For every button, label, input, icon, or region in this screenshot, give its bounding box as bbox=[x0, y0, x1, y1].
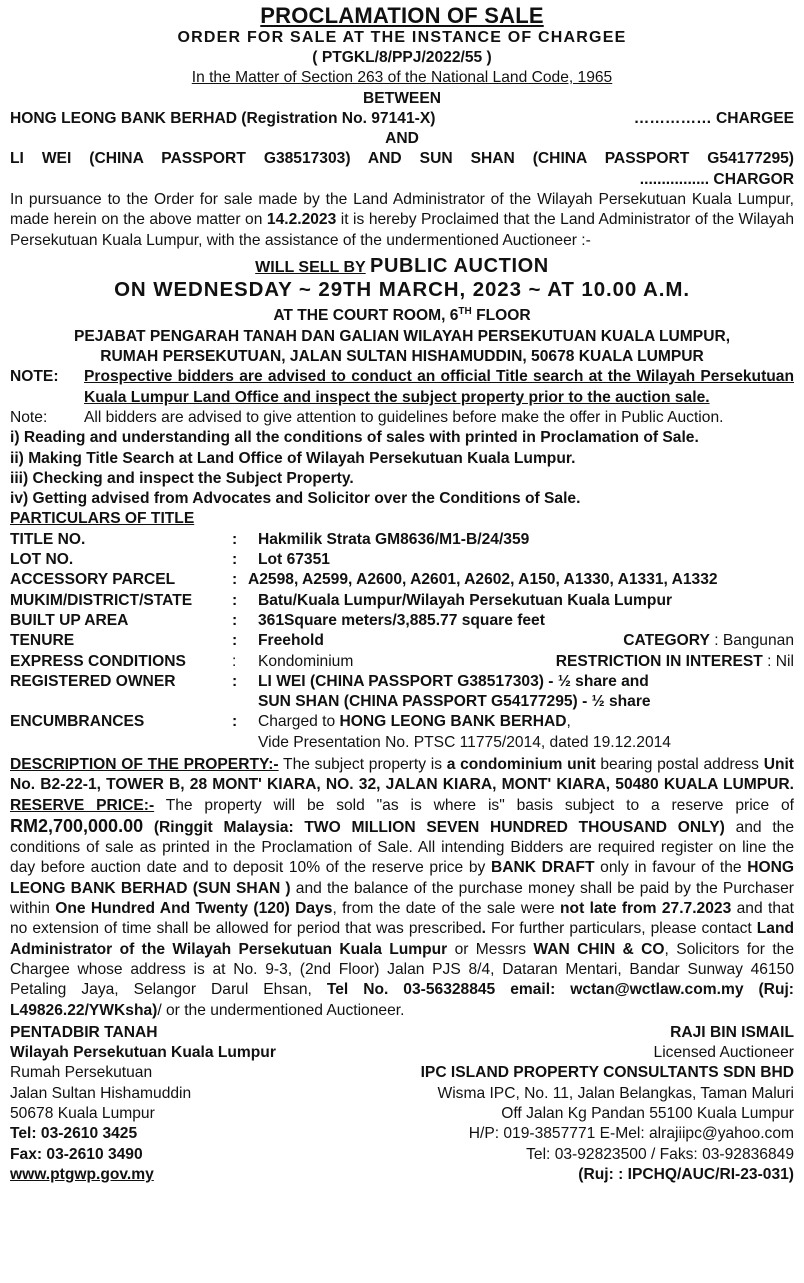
colon: : bbox=[232, 591, 238, 609]
admin-fax: Fax: 03-2610 3490 bbox=[10, 1145, 143, 1163]
admin-address-1: Rumah Persekutuan bbox=[10, 1064, 153, 1082]
category-value: Bangunan bbox=[722, 632, 794, 650]
accessory-value: A2598, A2599, A2600, A2601, A2602, A150, A1330, A1331, A1332 bbox=[248, 571, 718, 589]
reserve-price: RM2,700,000.00 bbox=[10, 815, 144, 836]
desc-text: bearing postal address bbox=[595, 755, 764, 773]
owner-value-2: SUN SHAN (CHINA PASSPORT G54177295) - ½ share bbox=[258, 693, 651, 711]
category-key: CATEGORY bbox=[623, 632, 710, 650]
lot-no-row bbox=[10, 550, 794, 570]
auctioneer-name: RAJI BIN ISMAIL bbox=[670, 1023, 794, 1041]
chargor-label: ................ CHARGOR bbox=[639, 170, 794, 188]
desc-bold: One Hundred And Twenty (120) Days bbox=[55, 900, 333, 918]
desc-text: The property will be sold "as is where is" basis subject to a reserve price of bbox=[154, 796, 794, 814]
document-title: PROCLAMATION OF SALE bbox=[260, 3, 544, 28]
express-values bbox=[258, 652, 794, 672]
desc-text: , from the date of the sale were bbox=[332, 900, 561, 918]
admin-website-link[interactable]: www.ptgwp.gov.my bbox=[10, 1165, 154, 1183]
lot-no-key: LOT NO. bbox=[10, 551, 74, 569]
title-no-value: Hakmilik Strata GM8636/M1-B/24/359 bbox=[258, 530, 530, 548]
desc-text: and the conditions of sale as printed in the Proclamation of Sale. All intending Bidders are required register on line the day before auction date and to deposit 10% of the reserve price by bbox=[10, 818, 794, 877]
reference-number: ( PTGKL/8/PPJ/2022/55 ) bbox=[312, 49, 492, 66]
admin-address-3: 50678 Kuala Lumpur bbox=[10, 1105, 155, 1123]
desc-text: or Messrs bbox=[447, 940, 534, 958]
encumbrances-row bbox=[10, 712, 794, 753]
colon: : bbox=[232, 611, 238, 629]
category-pair: CATEGORY : Bangunan bbox=[623, 632, 794, 650]
mukim-row bbox=[10, 591, 794, 611]
area-key: BUILT UP AREA bbox=[10, 611, 129, 629]
colon: : bbox=[232, 713, 238, 731]
enc-comma: , bbox=[566, 713, 571, 731]
desc-text: and the balance of the purchase money shall be paid by the Purchaser within bbox=[10, 879, 794, 918]
title-no-row bbox=[10, 530, 794, 550]
encumbrances-values bbox=[258, 712, 794, 753]
desc-bold: not late from 27.7.2023 bbox=[560, 900, 732, 918]
colon: : bbox=[232, 652, 237, 670]
description-paragraph bbox=[10, 755, 794, 1021]
express-key: EXPRESS CONDITIONS bbox=[10, 652, 186, 670]
venue-line-1: PEJABAT PENGARAH TANAH DAN GALIAN WILAYAH PERSEKUTUAN KUALA LUMPUR, bbox=[73, 327, 731, 345]
note2-label: Note: bbox=[10, 408, 48, 426]
intro-paragraph bbox=[10, 190, 794, 251]
auctioneer-address-2: Off Jalan Kg Pandan 55100 Kuala Lumpur bbox=[501, 1105, 794, 1123]
admin-title: PENTADBIR TANAH bbox=[10, 1023, 158, 1041]
accessory-key: ACCESSORY PARCEL bbox=[10, 571, 176, 589]
restriction-pair: RESTRICTION IN INTEREST : Nil bbox=[555, 652, 794, 670]
list-item: iv) Getting advised from Advocates and Solicitor over the Conditions of Sale. bbox=[10, 490, 581, 508]
chargee-name: HONG LEONG BANK BERHAD (Registration No. 97141-X) bbox=[10, 109, 436, 127]
auction-room bbox=[10, 302, 794, 326]
solicitor-contact: Tel No. 03-56328845 email: wctan@wctlaw.com.my (Ruj: L49826.22/YWKsha) bbox=[10, 981, 794, 1019]
desc-bold: WAN CHIN & CO bbox=[533, 940, 665, 958]
list-item: iii) Checking and inspect the Subject Property. bbox=[10, 469, 354, 487]
auctioneer-block bbox=[363, 1023, 794, 1185]
reserve-price-heading: RESERVE PRICE:- bbox=[10, 796, 155, 814]
between-label: BETWEEN bbox=[363, 89, 441, 107]
desc-text: The subject property is bbox=[278, 755, 447, 773]
note2-text: All bidders are advised to give attention to guidelines before make the offer in Public Auction. bbox=[84, 408, 724, 426]
land-administrator-block bbox=[10, 1023, 363, 1185]
desc-text: only in favour of the bbox=[594, 859, 748, 877]
auctioneer-ref: (Ruj: : IPCHQ/AUC/RI-23-031) bbox=[578, 1165, 794, 1183]
list-item: i) Reading and understanding all the conditions of sales with printed in Proclamation of Sale. bbox=[10, 429, 699, 447]
desc-text: / or the undermentioned Auctioneer. bbox=[157, 1001, 405, 1019]
restriction-key: RESTRICTION IN INTEREST bbox=[555, 652, 763, 670]
colon: : bbox=[232, 672, 238, 690]
intro-text-2: it is hereby Proclaimed that the Land Administrator of the Wilayah Persekutuan Kuala Lumpur, with the assistance of the undermentioned Auctioneer :- bbox=[10, 211, 794, 249]
express-conditions-row bbox=[10, 652, 794, 672]
price-in-words: (Ringgit Malaysia: TWO MILLION SEVEN HUNDRED THOUSAND ONLY) bbox=[143, 818, 725, 836]
restriction-value: Nil bbox=[775, 652, 794, 670]
room-floor: FLOOR bbox=[471, 307, 531, 325]
description-heading: DESCRIPTION OF THE PROPERTY:- bbox=[10, 755, 279, 773]
auctioneer-address-1: Wisma IPC, No. 11, Jalan Belangkas, Taman Maluri bbox=[437, 1084, 794, 1102]
desc-text: and that no extension of time shall be allowed for period that was prescribed bbox=[10, 900, 795, 938]
chargor-name: LI WEI (CHINA PASSPORT G38517303) AND SUN SHAN (CHINA PASSPORT G54177295) bbox=[10, 150, 794, 168]
room-text: AT THE COURT ROOM, 6 bbox=[273, 307, 459, 325]
desc-bold: HONG LEONG BANK BERHAD (SUN SHAN ) bbox=[10, 859, 795, 897]
registered-owner-row bbox=[10, 672, 794, 713]
enc-text: Charged to bbox=[258, 713, 340, 731]
auctioneer-tel: Tel: 03-92823500 / Faks: 03-92836849 bbox=[526, 1145, 794, 1163]
admin-address-2: Jalan Sultan Hishamuddin bbox=[10, 1084, 192, 1102]
lot-no-value: Lot 67351 bbox=[258, 551, 330, 569]
desc-bold: a condominium unit bbox=[446, 755, 596, 773]
footer bbox=[10, 1023, 794, 1185]
legal-matter: In the Matter of Section 263 of the National Land Code, 1965 bbox=[191, 69, 613, 87]
note-label: NOTE: bbox=[10, 368, 59, 386]
auctioneer-contact: H/P: 019-3857771 E-Mel: alrajiipc@yahoo.com bbox=[468, 1125, 794, 1143]
desc-text: For further particulars, please contact bbox=[485, 920, 757, 938]
owner-key: REGISTERED OWNER bbox=[10, 672, 176, 690]
auctioneer-company: IPC ISLAND PROPERTY CONSULTANTS SDN BHD bbox=[420, 1064, 794, 1082]
colon: : bbox=[232, 551, 238, 569]
particulars-heading: PARTICULARS OF TITLE bbox=[10, 510, 195, 528]
property-address: Unit No. B2-22-1, TOWER B, 28 MONT' KIARA, NO. 32, JALAN KIARA, MONT' KIARA, 50480 KUALA LUMPUR. bbox=[10, 755, 794, 794]
auctioneer-title: Licensed Auctioneer bbox=[653, 1044, 794, 1062]
note-text: Prospective bidders are advised to conduct an official Title search at the Wilayah Persekutuan Kuala Lumpur Land Office and inspect the subject property prior to the auction sale. bbox=[84, 368, 794, 406]
encumbrances-key: ENCUMBRANCES bbox=[10, 713, 145, 731]
desc-bold: BANK DRAFT bbox=[490, 859, 595, 877]
express-value: Kondominium bbox=[258, 652, 354, 670]
chargee-label: …………… CHARGEE bbox=[633, 109, 794, 127]
title-no-key: TITLE NO. bbox=[10, 530, 86, 548]
admin-tel: Tel: 03-2610 3425 bbox=[10, 1125, 138, 1143]
and-label: AND bbox=[385, 130, 419, 148]
encumbrance-line-1 bbox=[258, 712, 794, 732]
public-auction-label: PUBLIC AUCTION bbox=[370, 254, 549, 277]
venue-line-2: RUMAH PERSEKUTUAN, JALAN SULTAN HISHAMUDDIN, 50678 KUALA LUMPUR bbox=[100, 348, 704, 366]
mukim-value: Batu/Kuala Lumpur/Wilayah Persekutuan Kuala Lumpur bbox=[258, 591, 673, 609]
auction-date: ON WEDNESDAY ~ 29TH MARCH, 2023 ~ AT 10.00 A.M. bbox=[114, 278, 690, 302]
mukim-key: MUKIM/DISTRICT/STATE bbox=[10, 591, 193, 609]
area-value: 361Square meters/3,885.77 square feet bbox=[258, 611, 545, 629]
accessory-parcel-row bbox=[10, 570, 794, 590]
owner-values bbox=[258, 672, 794, 713]
order-date: 14.2.2023 bbox=[266, 211, 337, 229]
tenure-values bbox=[258, 631, 794, 651]
tenure-row bbox=[10, 631, 794, 651]
built-up-area-row bbox=[10, 611, 794, 631]
colon: : bbox=[232, 632, 238, 650]
desc-bold: . bbox=[481, 920, 486, 938]
tenure-value: Freehold bbox=[258, 632, 324, 650]
colon: : bbox=[232, 530, 238, 548]
guideline-list bbox=[10, 428, 794, 509]
admin-region: Wilayah Persekutuan Kuala Lumpur bbox=[10, 1044, 276, 1062]
desc-bold: Land Administrator of the Wilayah Persekutuan Kuala Lumpur bbox=[10, 920, 794, 958]
will-sell-label: WILL SELL BY bbox=[255, 258, 366, 276]
encumbrance-line-2: Vide Presentation No. PTSC 11775/2014, dated 19.12.2014 bbox=[258, 733, 671, 751]
enc-bank: HONG LEONG BANK BERHAD bbox=[339, 713, 567, 731]
list-item: ii) Making Title Search at Land Office of Wilayah Persekutuan Kuala Lumpur. bbox=[10, 449, 576, 467]
order-line: ORDER FOR SALE AT THE INSTANCE OF CHARGEE bbox=[177, 29, 627, 46]
room-sup: TH bbox=[458, 306, 472, 318]
tenure-key: TENURE bbox=[10, 632, 75, 650]
chargee-row bbox=[10, 109, 794, 129]
colon: : bbox=[232, 571, 238, 589]
intro-text-1: In pursuance to the Order for sale made by the Land Administrator of the Wilayah Persekutuan Kuala Lumpur, made herein on the above matter on bbox=[10, 191, 794, 229]
note-guidelines bbox=[10, 408, 794, 428]
auction-heading bbox=[10, 254, 794, 278]
owner-value-1: LI WEI (CHINA PASSPORT G38517303) - ½ share and bbox=[258, 672, 649, 690]
note-title-search bbox=[10, 367, 794, 408]
desc-text: , Solicitors for the Chargee whose address is at No. 9-3, (2nd Floor) Jalan PJS 8/4, Dataran Mentari, Bandar Sunway 46150 Petaling Jaya, Selangor Darul Ehsan, bbox=[10, 940, 795, 999]
